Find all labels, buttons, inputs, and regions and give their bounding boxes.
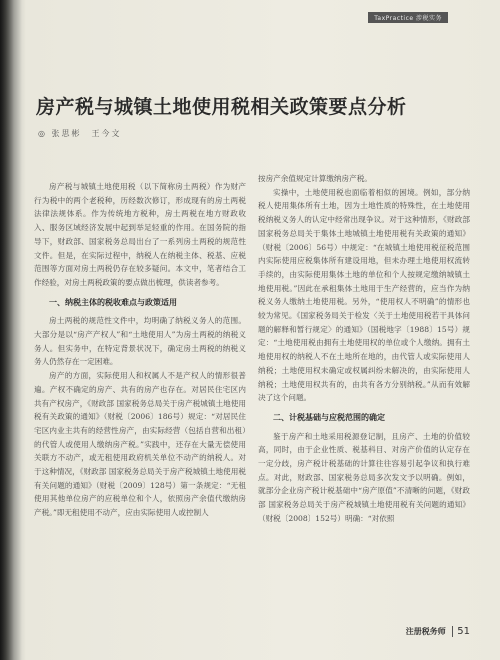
page-number: 51 xyxy=(452,626,470,637)
paragraph: 房产税与城镇土地使用税（以下简称房土两税）作为财产行为税中的两个老税种，历经数次修订，形成现有的房土两税法律法规体系。作为传统地方税种，房土两税在地方财政收入、服务区域经济发展中起到举足轻重的作用。在国务院的指导下，财政部、国家税务总局出台了一系列房土两税的规范性文件。但是，在实际过程中，纳税人在纳税主体、税基、应税范围等方面对房土两税仍存在较多疑问。本文中，笔者结合工作经验，对房土两税政策的要点做出梳理，供读者参考。 xyxy=(34,182,246,287)
section-heading: 一、纳税主体的税收难点与政策适用 xyxy=(49,297,177,307)
section-tag: TaxPractice 涉税实务 xyxy=(368,12,448,23)
right-column xyxy=(258,172,470,526)
article-author: ◎ 张思彬 王今文 xyxy=(38,129,122,138)
left-column xyxy=(34,180,246,520)
page-footer xyxy=(406,626,470,637)
section-heading: 二、计税基础与应税范围的确定 xyxy=(273,412,385,422)
paragraph: 按房产余值规定计算缴纳房产税。 xyxy=(258,174,372,183)
magazine-name: 注册税务师 xyxy=(405,627,446,636)
page-spine-shadow xyxy=(0,0,22,660)
paragraph: 鉴于房产和土地采用税源登记制，且房产、土地的价值较高，同时，由于企业性质、税基科目、对房产价值的认定存在一定分歧，房产税计税基础的计算往往容易引起争议和执行难点。对此，财政部、国家税务总局多次发文予以明确。例如，就部分企业房产税计税基础中“房产原值”不清晰的问题，《财政部 国家税务总局关于房产税城镇土地使用税有关问题的通知》（财税〔2008〕152号）明确：“对依照 xyxy=(258,431,470,523)
paragraph: 房产的方面，实际使用人和权属人不是产权人的情形很普遍。产权不确定的房产、共有的房产也存在。对居民住宅区内共有产权房产，《财政部 国家税务总局关于房产税城镇土地使用税有关政策的通知》（财税〔2006〕186号）规定：“对居民住宅区内业主共有的经营性房产，由实际经营（包括自营和出租）的代管人或使用人缴纳房产税。”实践中，还存在大量无偿使用关联方不动产，或无租使用政府机关单位不动产的纳税人。对于这种情况，《财政部 国家税务总局关于房产税城镇土地使用税有关问题的通知》（财税〔2009〕128号）第一条规定：“无租使用其他单位房产的应税单位和个人，依照房产余值代缴纳房产税。”即无租使用不动产，应由实际使用人或控制人 xyxy=(34,371,246,518)
paragraph: 房土两税的规范性文件中，均明确了纳税义务人的范围。大部分是以“房产产权人”和“土地使用人”为房土两税的纳税义务人。但实务中，在特定背景状况下，确定房土两税的纳税义务人仍然存在一定困难。 xyxy=(34,316,246,367)
paragraph: 实操中，土地使用税也面临着相似的困境。例如，部分纳税人使用集体所有土地，因为土地性质的特殊性，在土地使用税纳税义务人的认定中经常出现争议。对于这种情形，《财政部 国家税务总局关于集体土地城镇土地使用税有关政策的通知》（财税〔2006〕56号）中规定：“在城镇土地使用税征税范围内实际使用应税集体所有建设用地，但未办理土地使用权流转手续的，由实际使用集体土地的单位和个人按规定缴纳城镇土地使用税。”因此在承租集体土地用于生产经营的，应当作为纳税义务人缴纳土地使用税。另外，“使用权人不明确”的情形也较为常见。《国家税务局关于检发〈关于土地使用税若干具体问题的解释和暂行规定〉的通知》（国税地字〔1988〕15号）规定：“土地使用税由拥有土地使用权的单位或个人缴纳。拥有土地使用权的纳税人不在土地所在地的，由代管人或实际使用人纳税；土地使用权未确定或权属纠纷未解决的，由实际使用人纳税；土地使用权共有的，由共有各方分别纳税。”从而有效解决了这个问题。 xyxy=(258,187,470,403)
article-title: 房产税与城镇土地使用税相关政策要点分析 xyxy=(36,96,407,118)
